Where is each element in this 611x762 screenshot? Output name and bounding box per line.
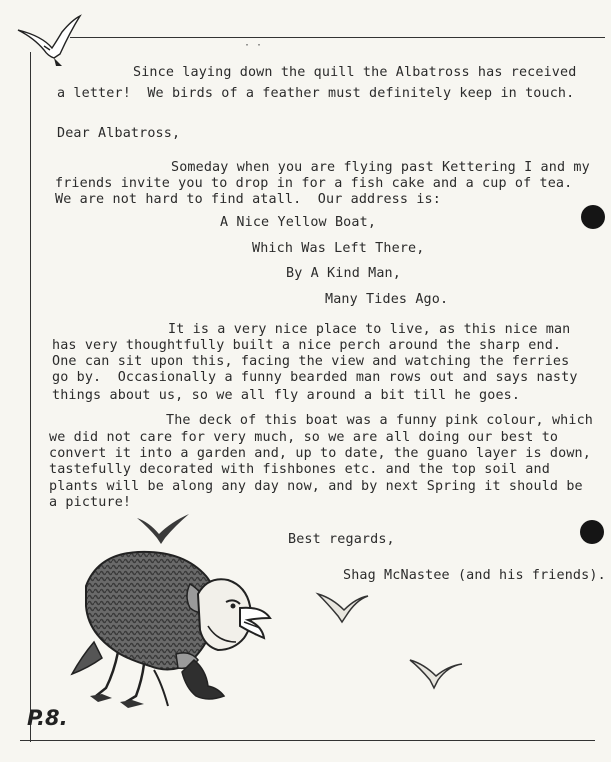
intro-line: a letter! We birds of a feather must definitely keep in touch. [57, 86, 575, 101]
paragraph-line: Someday when you are flying past Kettering I and my [171, 160, 590, 175]
paragraph-line: things about us, so we all fly around a bit till he goes. [52, 388, 521, 403]
paragraph-line: has very thoughtfully built a nice perch around the sharp end. [52, 338, 562, 353]
margin-dots: · · [244, 40, 263, 51]
salutation: Dear Albatross, [57, 126, 181, 141]
flying-bird-icon [135, 512, 191, 546]
flying-bird-icon [316, 590, 370, 626]
address-line: Many Tides Ago. [325, 292, 449, 307]
paragraph-line: plants will be along any day now, and by next Spring it should be [49, 479, 583, 494]
paragraph-line: a picture! [49, 495, 132, 510]
signature: Shag McNastee (and his friends). [343, 568, 606, 583]
paragraph-line: friends invite you to drop in for a fish cake and a cup of tea. [55, 176, 573, 191]
paragraph-line: go by. Occasionally a funny bearded man rows out and says nasty [52, 370, 578, 385]
closing: Best regards, [288, 532, 395, 547]
cartoon-bird-illustration [58, 546, 273, 711]
punch-hole [580, 520, 604, 544]
paragraph-line: The deck of this boat was a funny pink colour, which [166, 413, 594, 428]
bottom-border-line [20, 740, 595, 741]
address-line: A Nice Yellow Boat, [220, 215, 377, 230]
paragraph-line: convert it into a garden and, up to date, the guano layer is down, [49, 446, 591, 461]
paragraph-line: It is a very nice place to live, as this nice man [168, 322, 571, 337]
punch-hole [581, 205, 605, 229]
page-number: P.8. [27, 706, 68, 730]
albatross-corner-icon [14, 10, 84, 70]
left-border-line [30, 52, 31, 742]
intro-line: Since laying down the quill the Albatross has received [133, 65, 577, 80]
paragraph-line: One can sit upon this, facing the view and watching the ferries [52, 354, 570, 369]
address-line: Which Was Left There, [252, 241, 425, 256]
paragraph-line: we did not care for very much, so we are all doing our best to [49, 430, 559, 445]
address-line: By A Kind Man, [286, 266, 401, 281]
top-border-line [70, 37, 605, 38]
paragraph-line: We are not hard to find atall. Our address is: [55, 192, 441, 207]
paragraph-line: tastefully decorated with fishbones etc. and the top soil and [49, 462, 550, 477]
flying-bird-icon [408, 656, 464, 692]
